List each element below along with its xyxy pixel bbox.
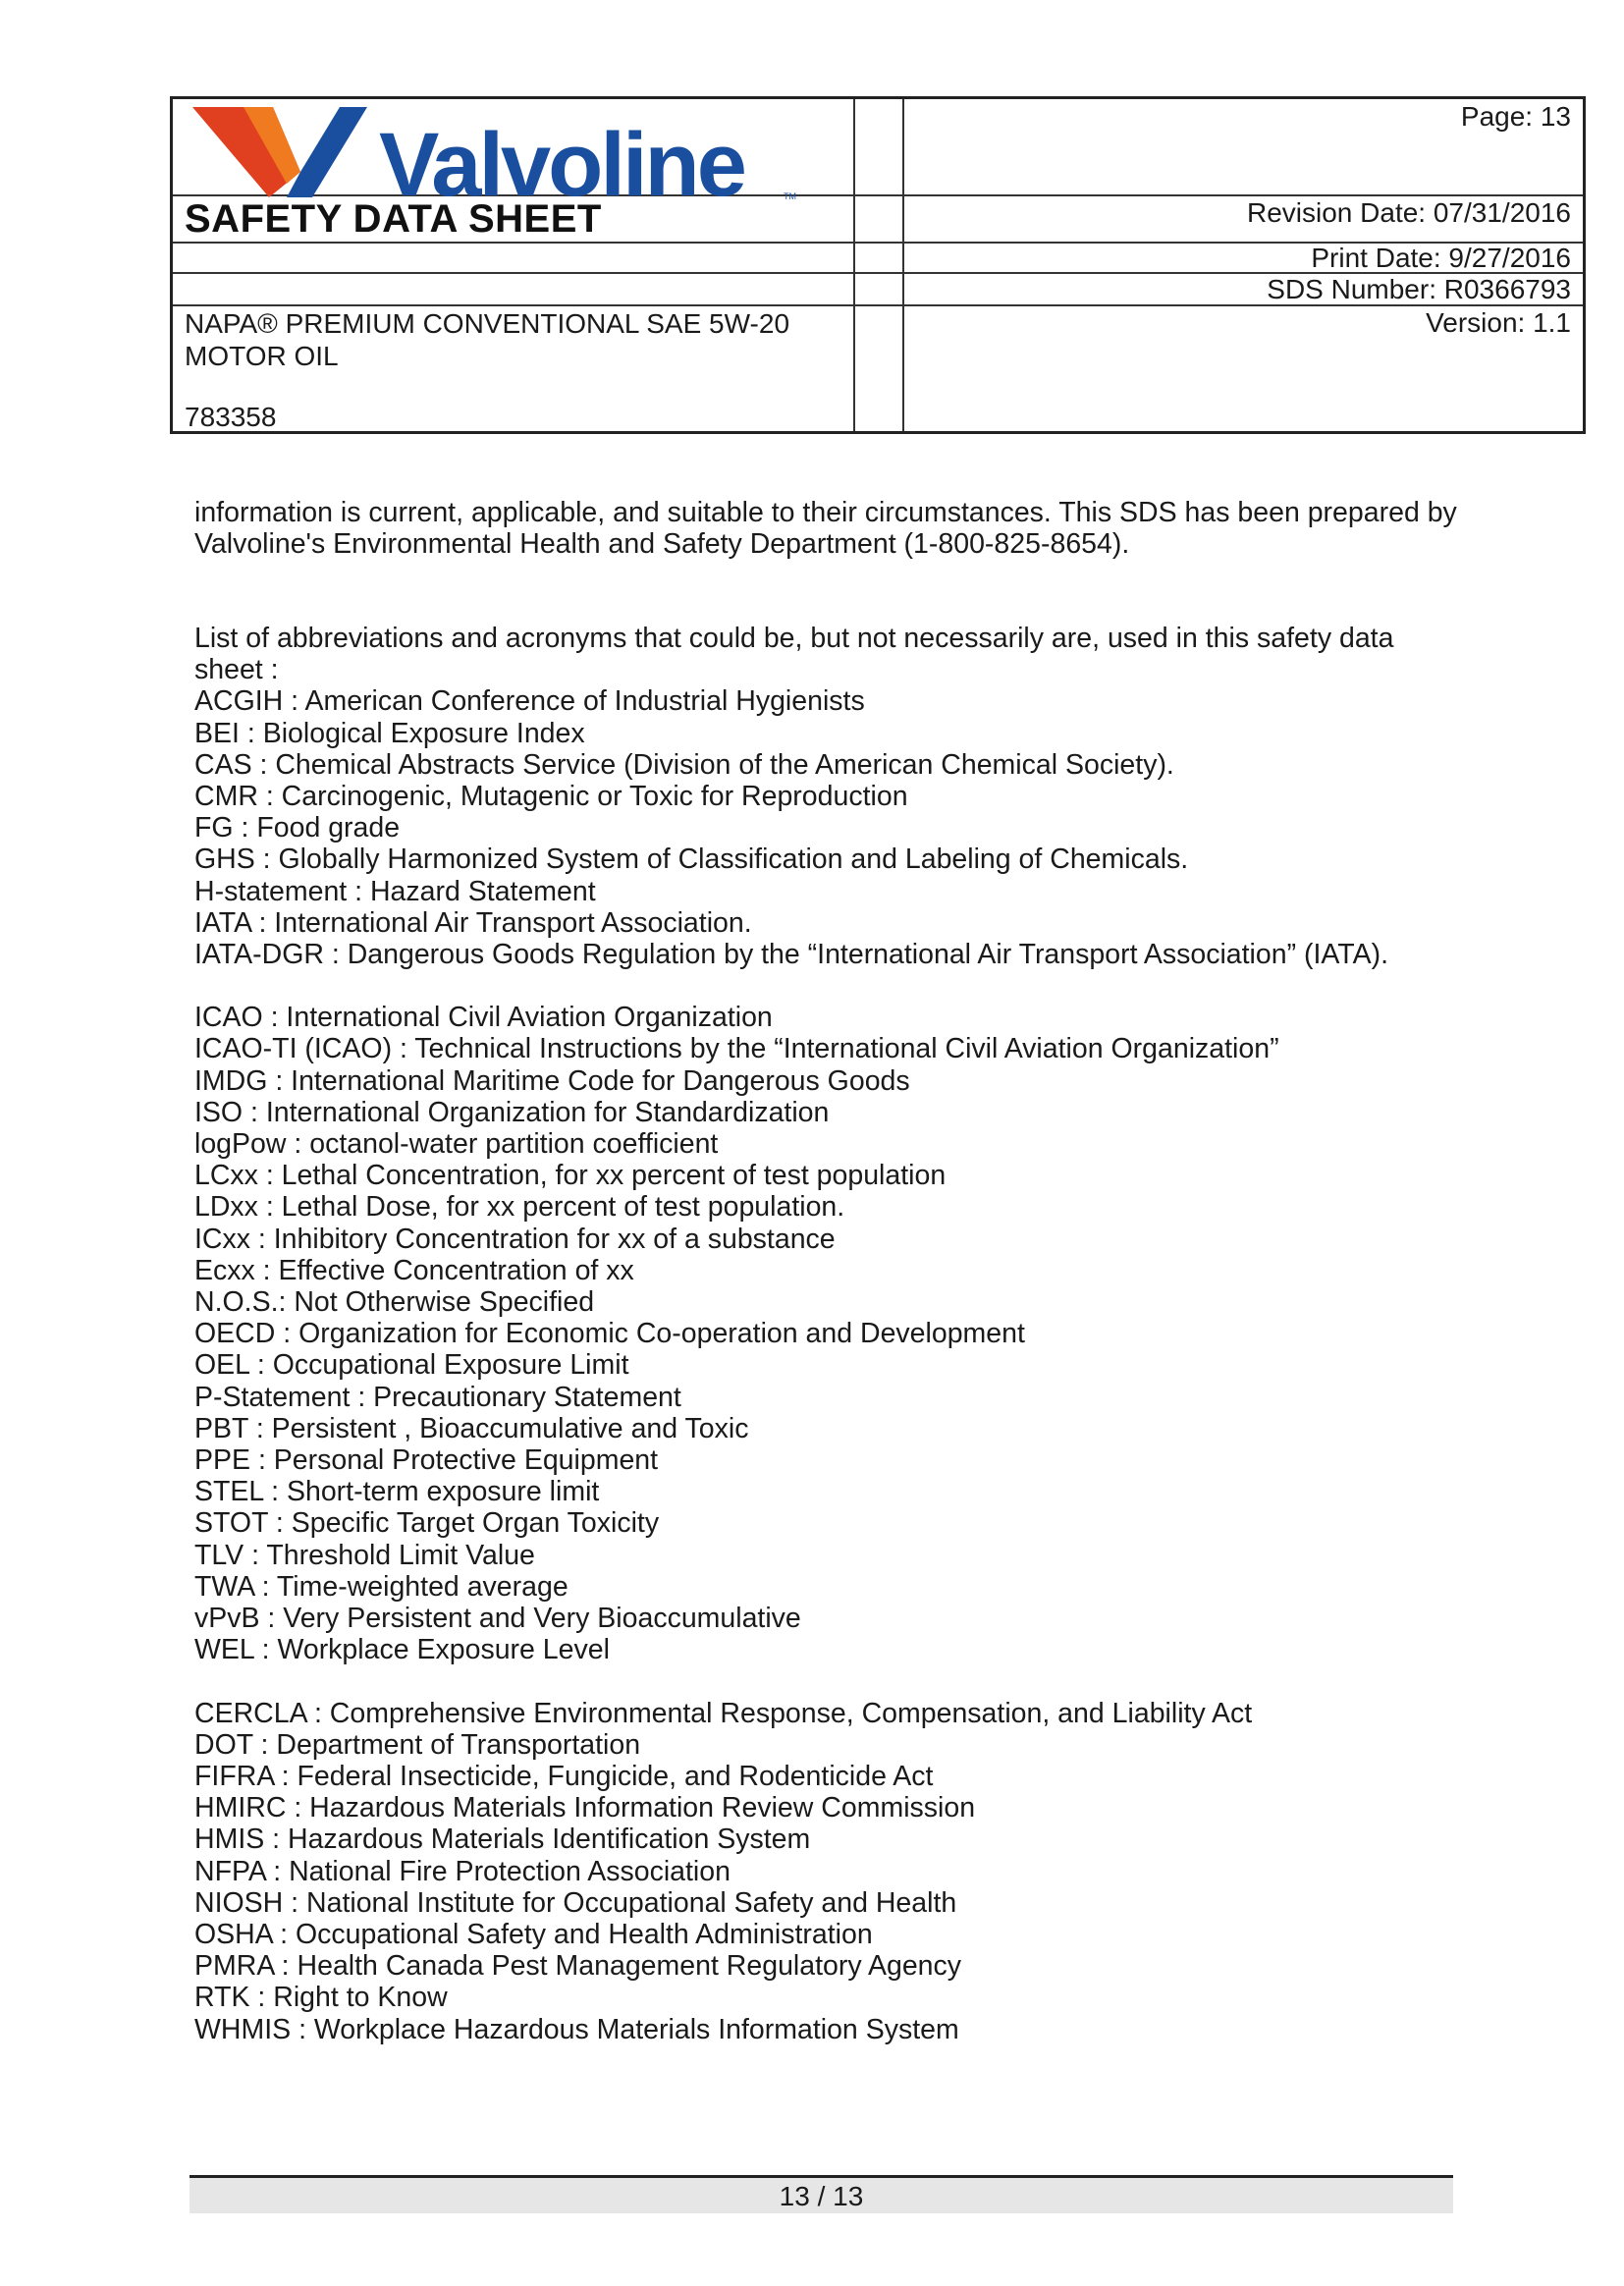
abbreviation-item: ACGIH : American Conference of Industrial Hygienists (194, 685, 865, 718)
abbreviation-item: CAS : Chemical Abstracts Service (Division of the American Chemical Society). (194, 748, 1174, 781)
version: Version: 1.1 (1426, 307, 1571, 338)
abbreviation-list (194, 623, 1393, 2045)
abbreviation-item: PPE : Personal Protective Equipment (194, 1444, 659, 1477)
abbreviation-group (194, 1698, 1393, 2045)
abbreviation-item: WHMIS : Workplace Hazardous Materials Information System (194, 2013, 959, 2045)
header-table (170, 96, 1586, 434)
abbreviation-item: STEL : Short-term exposure limit (194, 1476, 600, 1508)
abbreviation-item: OEL : Occupational Exposure Limit (194, 1349, 629, 1382)
abbreviation-item: IATA : International Air Transport Association. (194, 906, 752, 939)
text-line: Valvoline's Environmental Health and Safety Department (1-800-825-8654). (194, 528, 1130, 561)
abbreviation-item: OECD : Organization for Economic Co-operation and Development (194, 1318, 1025, 1350)
header-divider (853, 99, 855, 431)
abbreviation-item: PMRA : Health Canada Pest Management Regulatory Agency (194, 1950, 962, 1983)
text-line: List of abbreviations and acronyms that could be, but not necessarily are, used in this safety data (194, 623, 1394, 654)
abbreviation-item: PBT : Persistent , Bioaccumulative and Toxic (194, 1412, 749, 1444)
abbreviation-group (194, 1002, 1393, 1665)
print-date: Print Date: 9/27/2016 (1311, 243, 1571, 273)
abbreviation-item: DOT : Department of Transportation (194, 1728, 641, 1761)
abbreviation-item: N.O.S.: Not Otherwise Specified (194, 1286, 595, 1319)
abbreviation-item: RTK : Right to Know (194, 1982, 448, 2014)
abbreviation-item: TWA : Time-weighted average (194, 1570, 568, 1603)
abbreviation-item: FIFRA : Federal Insecticide, Fungicide, and Rodenticide Act (194, 1760, 934, 1792)
abbreviation-item: NFPA : National Fire Protection Association (194, 1855, 731, 1887)
intro-paragraph (194, 497, 1457, 560)
abbreviation-item: TLV : Threshold Limit Value (194, 1539, 535, 1571)
abbreviation-item: ISO : International Organization for Standardization (194, 1096, 830, 1128)
abbreviation-item: FG : Food grade (194, 812, 401, 844)
valvoline-logo (192, 103, 801, 201)
abbreviation-item: ICxx : Inhibitory Concentration for xx of a substance (194, 1223, 836, 1255)
text-line: sheet : (194, 654, 279, 686)
abbreviation-item: IMDG : International Maritime Code for Dangerous Goods (194, 1064, 910, 1097)
abbreviation-item: HMIRC : Hazardous Materials Information Review Commission (194, 1792, 976, 1824)
product-number: 783358 (185, 402, 277, 432)
abbreviation-item: Ecxx : Effective Concentration of xx (194, 1254, 634, 1286)
abbreviation-item: CMR : Carcinogenic, Mutagenic or Toxic for Reproduction (194, 781, 908, 813)
abbreviation-item: LDxx : Lethal Dose, for xx percent of test population. (194, 1191, 845, 1224)
header-divider (902, 99, 904, 431)
page-number: Page: 13 (1460, 101, 1571, 132)
text-line: information is current, applicable, and suitable to their circumstances. This SDS has been prepared by (194, 497, 1457, 528)
product-name: NAPA® PREMIUM CONVENTIONAL SAE 5W-20 MOTOR OIL (185, 308, 790, 371)
abbreviation-item: CERCLA : Comprehensive Environmental Response, Compensation, and Liability Act (194, 1697, 1253, 1729)
abbreviation-item: LCxx : Lethal Concentration, for xx percent of test population (194, 1160, 947, 1192)
abbreviation-item: IATA-DGR : Dangerous Goods Regulation by the “International Air Transport Association” (IATA). (194, 939, 1389, 971)
abbreviation-item: STOT : Specific Target Organ Toxicity (194, 1507, 660, 1540)
abbreviation-item: H-statement : Hazard Statement (194, 875, 596, 907)
svg-text:Valvoline: Valvoline (379, 115, 744, 201)
abbreviation-item: ICAO : International Civil Aviation Organization (194, 1002, 773, 1034)
abbreviation-item: OSHA : Occupational Safety and Health Administration (194, 1918, 873, 1950)
abbreviation-item: GHS : Globally Harmonized System of Classification and Labeling of Chemicals. (194, 844, 1189, 876)
revision-date: Revision Date: 07/31/2016 (1247, 197, 1571, 228)
footer-page-count: 13 / 13 (779, 2181, 864, 2211)
abbreviation-item: P-Statement : Precautionary Statement (194, 1381, 681, 1413)
abbreviation-group (194, 685, 1393, 970)
abbreviation-item: BEI : Biological Exposure Index (194, 717, 585, 749)
sds-number: SDS Number: R0366793 (1267, 274, 1571, 304)
abbreviation-item: vPvB : Very Persistent and Very Bioaccumulative (194, 1603, 801, 1635)
abbreviation-item: ICAO-TI (ICAO) : Technical Instructions by the “International Civil Aviation Organization” (194, 1033, 1279, 1065)
svg-text:TM: TM (784, 191, 796, 201)
abbreviation-item: HMIS : Hazardous Materials Identification System (194, 1823, 811, 1856)
abbreviation-item: WEL : Workplace Exposure Level (194, 1634, 610, 1666)
doc-title: SAFETY DATA SHEET (185, 197, 602, 241)
abbreviation-item: NIOSH : National Institute for Occupational Safety and Health (194, 1886, 957, 1919)
abbreviation-item: logPow : octanol-water partition coefficient (194, 1128, 719, 1161)
